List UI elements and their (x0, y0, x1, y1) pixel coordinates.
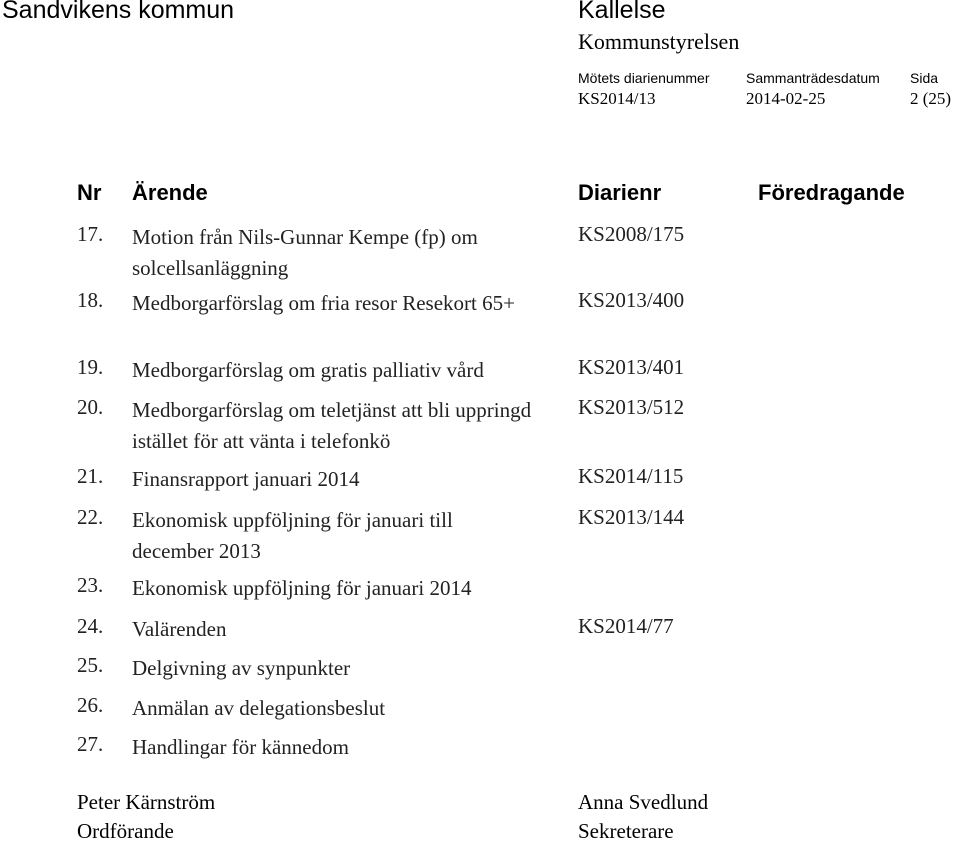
meeting-date-label: Sammanträdesdatum (746, 70, 880, 86)
item-diarienr: KS2014/115 (578, 464, 684, 488)
item-title: Medborgarförslag om gratis palliativ vård (132, 358, 484, 382)
item-title: Medborgarförslag om teletjänst att bli uppringd istället för att vänta i telefonkö (132, 398, 532, 453)
column-header-foredragande: Föredragande (758, 180, 905, 205)
item-title: Ekonomisk uppföljning för januari till december 2013 (132, 508, 453, 563)
item-title: Finansrapport januari 2014 (132, 467, 360, 491)
meeting-number-label: Mötets diarienummer (578, 70, 710, 86)
item-title: Valärenden (132, 617, 227, 641)
item-number: 20. (77, 395, 104, 419)
committee-name: Kommunstyrelsen (578, 29, 740, 54)
item-title: Ekonomisk uppföljning för januari 2014 (132, 576, 472, 600)
item-diarienr: KS2013/400 (578, 288, 685, 312)
page-label: Sida (910, 70, 939, 86)
item-number: 23. (77, 573, 104, 597)
item-number: 22. (77, 505, 104, 529)
meeting-number-value: KS2014/13 (578, 89, 656, 108)
secretary-name: Anna Svedlund (578, 790, 709, 814)
chair-name: Peter Kärnström (77, 790, 216, 814)
item-diarienr: KS2013/401 (578, 355, 685, 379)
item-diarienr: KS2014/77 (578, 614, 674, 638)
page-value: 2 (25) (910, 89, 952, 108)
item-title: Anmälan av delegationsbeslut (132, 696, 386, 720)
column-header-arende: Ärende (132, 180, 208, 205)
item-number: 21. (77, 464, 104, 488)
item-diarienr: KS2008/175 (578, 222, 685, 246)
meeting-date-value: 2014-02-25 (746, 89, 826, 108)
secretary-role: Sekreterare (578, 819, 674, 843)
item-number: 18. (77, 288, 104, 312)
organization-name: Sandvikens kommun (2, 0, 235, 24)
item-title: Delgivning av synpunkter (132, 656, 351, 680)
document-title: Kallelse (578, 0, 666, 24)
item-number: 17. (77, 222, 104, 246)
item-title: Handlingar för kännedom (132, 735, 349, 759)
item-title: Medborgarförslag om fria resor Resekort 65+ (132, 291, 515, 315)
chair-role: Ordförande (77, 819, 174, 843)
item-number: 19. (77, 355, 104, 379)
item-number: 26. (77, 693, 104, 717)
item-diarienr: KS2013/144 (578, 505, 685, 529)
item-number: 24. (77, 614, 104, 638)
item-title: Motion från Nils-Gunnar Kempe (fp) om solcellsanläggning (132, 225, 478, 280)
column-header-nr: Nr (77, 180, 102, 205)
item-number: 25. (77, 653, 104, 677)
item-diarienr: KS2013/512 (578, 395, 685, 419)
item-number: 27. (77, 732, 104, 756)
column-header-diarienr: Diarienr (578, 180, 662, 205)
